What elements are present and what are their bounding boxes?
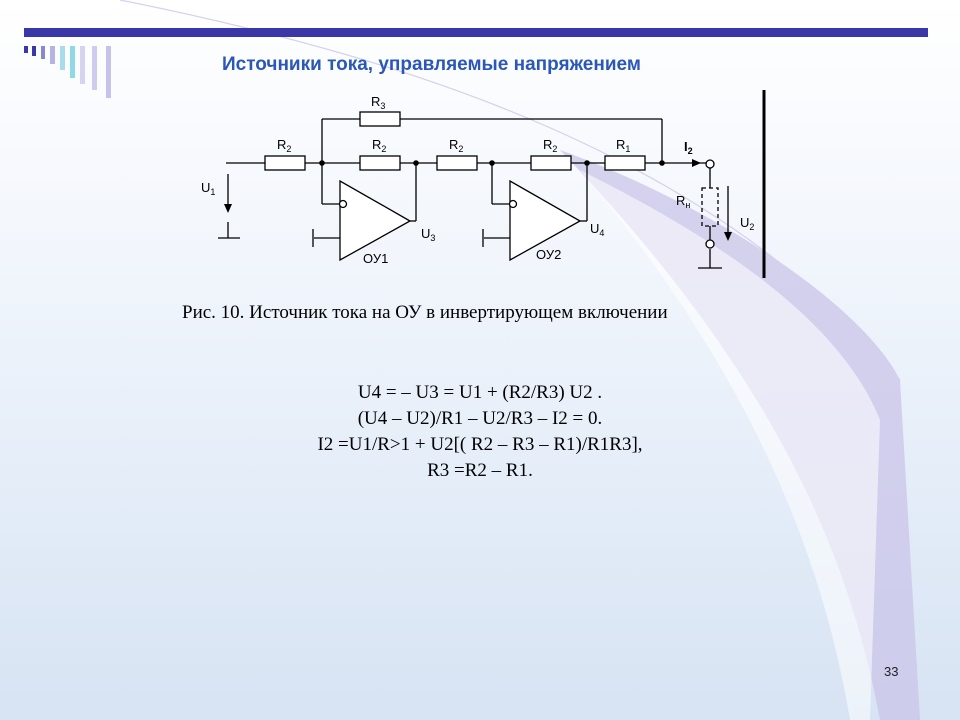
- svg-text:U2: [740, 215, 754, 232]
- label-u1-sub: 1: [210, 187, 216, 197]
- label-r3: R: [371, 94, 381, 109]
- svg-text:R2: [277, 137, 291, 154]
- formula-line: (U4 – U2)/R1 – U2/R3 – I2 = 0.: [357, 408, 603, 429]
- slide-title: Источники тока, управляемые напряжением: [222, 54, 641, 75]
- label-r2-c-sub: 2: [458, 144, 464, 154]
- label-rn: R: [676, 193, 686, 208]
- label-u4: U: [590, 221, 600, 236]
- svg-text:Rн: [676, 193, 690, 210]
- circuit-diagram: [0, 0, 960, 300]
- label-opamp2: ОУ2: [536, 247, 562, 262]
- label-r2-a: R: [277, 137, 287, 152]
- label-r3-sub: 3: [380, 101, 386, 111]
- label-r1: R: [616, 137, 626, 152]
- label-u3: U: [421, 226, 431, 241]
- formula-line: U4 = – U3 = U1 + (R2/R3) U2 .: [357, 382, 603, 403]
- label-r2-b: R: [372, 137, 382, 152]
- label-u1: U: [201, 180, 211, 195]
- label-r2-d: R: [543, 137, 553, 152]
- label-r1-sub: 1: [625, 144, 631, 154]
- svg-text:R1: [616, 137, 630, 154]
- svg-text:R2: [372, 137, 386, 154]
- svg-text:I2: [684, 139, 693, 156]
- label-i2-sub: 2: [687, 146, 693, 156]
- formula-line: I2 =U1/R>1 + U2[( R2 – R3 – R1)/R1R3],: [317, 434, 643, 455]
- label-rn-sub: н: [685, 200, 691, 210]
- formula-line: R3 =R2 – R1.: [427, 460, 533, 481]
- label-r2-c: R: [449, 137, 459, 152]
- label-i2: I: [684, 139, 688, 154]
- svg-text:R2: [449, 137, 463, 154]
- label-opamp1: ОУ1: [363, 251, 389, 266]
- figure-caption: Рис. 10. Источник тока на ОУ в инвертирующем включении: [182, 302, 668, 323]
- svg-text:R3: [371, 94, 385, 111]
- page-number: 33: [884, 664, 899, 679]
- svg-text:U3: [421, 226, 435, 243]
- label-r2-d-sub: 2: [552, 144, 558, 154]
- svg-text:U1: [201, 180, 215, 197]
- label-r2-a-sub: 2: [286, 144, 292, 154]
- label-u2-sub: 2: [749, 222, 755, 232]
- svg-text:U4: [590, 221, 604, 238]
- formula-block: [200, 380, 760, 484]
- label-u2: U: [740, 215, 750, 230]
- svg-text:R2: [543, 137, 557, 154]
- label-u3-sub: 3: [430, 233, 436, 243]
- label-r2-b-sub: 2: [381, 144, 387, 154]
- label-u4-sub: 4: [599, 228, 605, 238]
